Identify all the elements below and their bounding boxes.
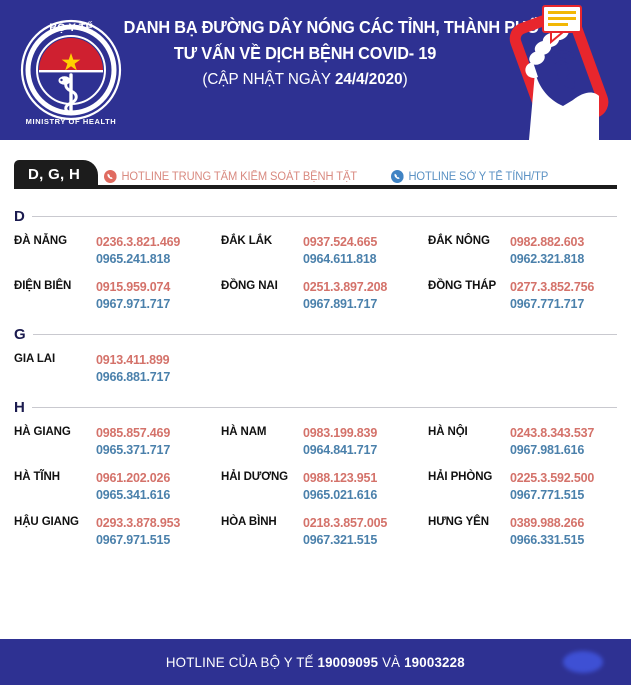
cdc-hotline-number[interactable]: 0983.199.839 xyxy=(303,426,378,440)
province-grid xyxy=(14,234,617,312)
province-name: HÒA BÌNH xyxy=(221,516,277,528)
cdc-hotline-number[interactable]: 0961.202.026 xyxy=(96,471,171,485)
section-h xyxy=(14,397,617,548)
province-grid xyxy=(14,352,617,385)
hotline-numbers xyxy=(303,425,377,458)
dept-hotline-number[interactable]: 0966.881.717 xyxy=(96,369,171,384)
province-entry xyxy=(221,279,428,312)
hotline-numbers xyxy=(510,470,594,503)
hotline-numbers xyxy=(510,279,594,312)
section-divider xyxy=(32,407,617,408)
banner-title-line1: DANH BẠ ĐƯỜNG DÂY NÓNG CÁC TỈNH, THÀNH PHỐ xyxy=(123,17,539,37)
section-g xyxy=(14,324,617,385)
cdc-hotline-number[interactable]: 0218.3.857.005 xyxy=(303,516,388,530)
legend-items xyxy=(104,170,553,183)
logo-top-text: BỘ Y TẾ xyxy=(49,22,93,34)
province-name: HẢI PHÒNG xyxy=(428,471,493,483)
section-divider xyxy=(32,216,617,217)
cdc-hotline-number[interactable]: 0985.857.469 xyxy=(96,426,171,440)
province-name: HẢI DƯƠNG xyxy=(221,471,289,483)
cdc-hotline-number[interactable]: 0293.3.878.953 xyxy=(96,516,181,530)
footer-hotline-text xyxy=(166,654,465,670)
phone-circle-icon xyxy=(104,170,117,183)
legend-rule xyxy=(14,185,617,189)
province-entry xyxy=(221,234,428,267)
cdc-hotline-number[interactable]: 0982.882.603 xyxy=(510,235,585,249)
hotline-numbers xyxy=(96,234,180,267)
province-name: ĐỒNG NAI xyxy=(221,280,278,292)
province-name: HƯNG YÊN xyxy=(428,516,489,528)
legend-item-cdc-hotline-label: HOTLINE TRUNG TÂM KIỂM SOÁT BỆNH TẬT xyxy=(121,170,358,183)
dept-hotline-number[interactable]: 0965.021.616 xyxy=(303,487,378,502)
province-name: ĐÀ NẴNG xyxy=(14,235,67,247)
logo-bottom-text: MINISTRY OF HEALTH xyxy=(25,117,117,126)
province-entry xyxy=(14,515,221,548)
hotline-numbers xyxy=(96,515,180,548)
province-name: ĐẮK LẮK xyxy=(221,235,273,247)
province-entry xyxy=(221,515,428,548)
section-d xyxy=(14,206,617,312)
dept-hotline-number[interactable]: 0962.321.818 xyxy=(510,251,585,266)
footer-number-1: 19009095 xyxy=(317,654,379,670)
hotline-directory xyxy=(0,206,631,548)
cdc-hotline-number[interactable]: 0277.3.852.756 xyxy=(510,280,595,294)
section-header xyxy=(14,206,617,226)
section-letter: G xyxy=(14,325,26,343)
province-name: HÀ GIANG xyxy=(14,426,71,438)
province-entry xyxy=(428,470,617,503)
legend-item-cdc-hotline xyxy=(104,170,357,183)
dept-hotline-number[interactable]: 0965.341.616 xyxy=(96,487,171,502)
province-grid xyxy=(14,425,617,548)
banner xyxy=(0,0,631,140)
hotline-numbers xyxy=(303,279,387,312)
province-name: HÀ TĨNH xyxy=(14,471,60,483)
dept-hotline-number[interactable]: 0967.891.717 xyxy=(303,296,378,311)
update-suffix: ) xyxy=(402,71,408,89)
footer-blob-artifact xyxy=(563,651,603,673)
province-name: ĐỒNG THÁP xyxy=(428,280,497,292)
province-name: HÀ NỘI xyxy=(428,426,468,438)
hotline-numbers xyxy=(303,234,377,267)
cdc-hotline-number[interactable]: 0225.3.592.500 xyxy=(510,471,595,485)
dept-hotline-number[interactable]: 0967.971.515 xyxy=(96,532,171,547)
cdc-hotline-number[interactable]: 0389.988.266 xyxy=(510,516,585,530)
hotline-numbers xyxy=(303,470,377,503)
province-name: ĐIỆN BIÊN xyxy=(14,280,72,292)
province-entry xyxy=(14,470,221,503)
tab-letter-group-label: D, G, H xyxy=(28,166,81,183)
section-divider xyxy=(33,334,617,335)
cdc-hotline-number[interactable]: 0243.8.343.537 xyxy=(510,426,595,440)
cdc-hotline-number[interactable]: 0236.3.821.469 xyxy=(96,235,181,249)
province-entry xyxy=(221,470,428,503)
section-letter: D xyxy=(14,207,25,225)
province-name: GIA LAI xyxy=(14,353,56,365)
cdc-hotline-number[interactable]: 0913.411.899 xyxy=(96,353,170,367)
province-entry xyxy=(221,425,428,458)
hotline-numbers xyxy=(96,425,170,458)
ministry-of-health-emblem-icon xyxy=(17,9,125,131)
province-entry xyxy=(428,425,617,458)
province-entry xyxy=(428,234,617,267)
footer-number-2: 19003228 xyxy=(404,654,465,670)
dept-hotline-number[interactable]: 0967.971.717 xyxy=(96,296,171,311)
province-entry xyxy=(14,234,221,267)
dept-hotline-number[interactable]: 0967.981.616 xyxy=(510,442,585,457)
hotline-numbers xyxy=(303,515,387,548)
province-entry xyxy=(14,352,221,385)
legend-item-dept-hotline-label: HOTLINE SỞ Y TẾ TỈNH/TP xyxy=(408,170,549,183)
hotline-numbers xyxy=(510,515,584,548)
hotline-numbers xyxy=(96,470,170,503)
hotline-numbers xyxy=(510,425,594,458)
dept-hotline-number[interactable]: 0967.771.515 xyxy=(510,487,585,502)
dept-hotline-number[interactable]: 0965.371.717 xyxy=(96,442,171,457)
dept-hotline-number[interactable]: 0964.841.717 xyxy=(303,442,378,457)
update-date: 24/4/2020 xyxy=(334,71,403,89)
dept-hotline-number[interactable]: 0967.771.717 xyxy=(510,296,585,311)
update-prefix: (CẬP NHẬT NGÀY xyxy=(202,71,335,89)
banner-update-line xyxy=(120,67,491,93)
section-header xyxy=(14,397,617,417)
banner-title-block xyxy=(110,14,539,93)
cdc-hotline-number[interactable]: 0988.123.951 xyxy=(303,471,378,485)
footer-conjunction: VÀ xyxy=(378,654,405,670)
banner-title-line2: TƯ VẤN VỀ DỊCH BỆNH COVID- 19 xyxy=(173,43,437,64)
province-entry xyxy=(428,279,617,312)
section-letter: H xyxy=(14,398,25,416)
province-entry xyxy=(14,425,221,458)
hotline-numbers xyxy=(510,234,584,267)
hotline-numbers xyxy=(96,352,170,385)
dept-hotline-number[interactable]: 0966.331.515 xyxy=(510,532,585,547)
footer xyxy=(0,639,631,685)
hotline-numbers xyxy=(96,279,170,312)
dept-hotline-number[interactable]: 0967.321.515 xyxy=(303,532,378,547)
province-name: ĐẮK NÔNG xyxy=(428,235,490,247)
tab-letter-group[interactable] xyxy=(14,160,98,189)
phone-circle-icon xyxy=(391,170,404,183)
cdc-hotline-number[interactable]: 0915.959.074 xyxy=(96,280,171,294)
cdc-hotline-number[interactable]: 0251.3.897.208 xyxy=(303,280,388,294)
section-header xyxy=(14,324,617,344)
province-entry xyxy=(428,515,617,548)
province-entry xyxy=(14,279,221,312)
hand-holding-phone-icon xyxy=(495,0,625,140)
legend-item-dept-hotline xyxy=(391,170,548,183)
dept-hotline-number[interactable]: 0964.611.818 xyxy=(303,251,377,266)
cdc-hotline-number[interactable]: 0937.524.665 xyxy=(303,235,378,249)
footer-prefix: HOTLINE CỦA BỘ Y TẾ xyxy=(166,654,318,670)
province-name: HÀ NAM xyxy=(221,426,267,438)
dept-hotline-number[interactable]: 0965.241.818 xyxy=(96,251,171,266)
province-name: HẬU GIANG xyxy=(14,516,79,528)
legend-bar xyxy=(0,152,631,194)
